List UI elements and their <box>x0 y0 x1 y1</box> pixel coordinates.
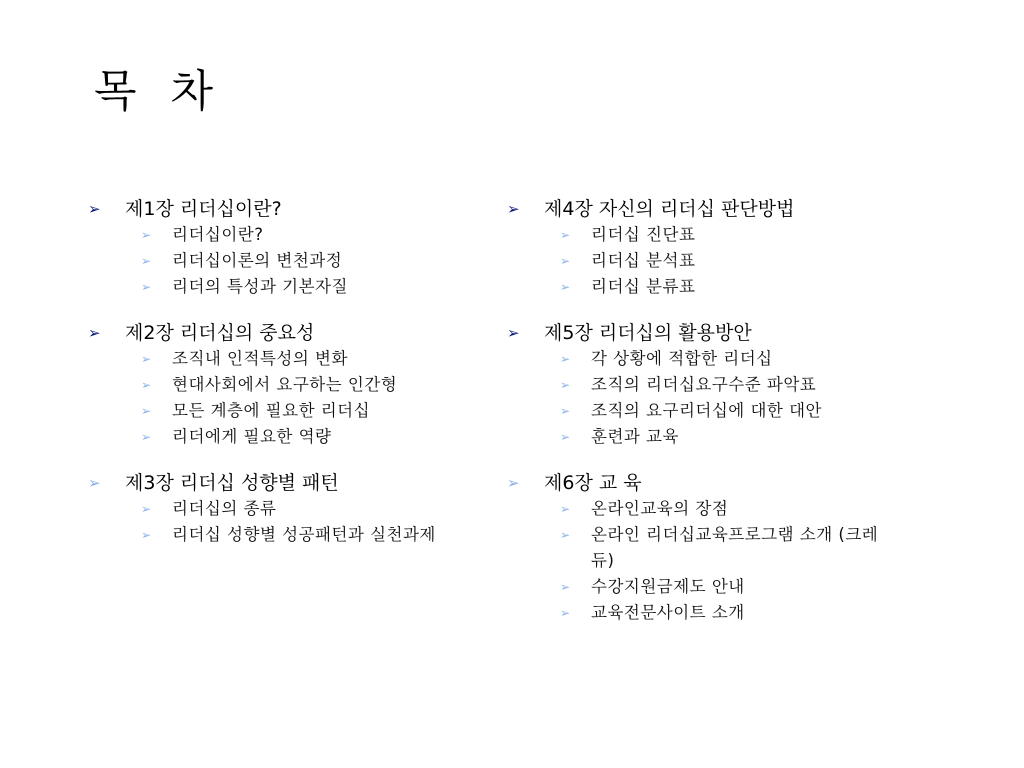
arrow-bullet-icon: ➢ <box>141 528 152 542</box>
list-item: ➢ 현대사회에서 요구하는 인간형 <box>141 372 568 398</box>
section-heading-text: 제1장 리더십이란? <box>125 198 282 220</box>
arrow-bullet-icon: ➢ <box>141 228 152 242</box>
toc-section-6 <box>507 470 987 626</box>
arrow-bullet-icon: ➢ <box>141 404 152 418</box>
arrow-bullet-icon: ➢ <box>560 606 571 620</box>
section-heading <box>88 470 568 496</box>
arrow-bullet-icon: ➢ <box>88 200 101 218</box>
arrow-bullet-icon: ➢ <box>560 254 571 268</box>
section-items <box>507 346 987 450</box>
list-item: ➢ 리더십 진단표 <box>560 222 987 248</box>
list-item: ➢ 조직내 인적특성의 변화 <box>141 346 568 372</box>
arrow-bullet-icon: ➢ <box>560 228 571 242</box>
toc-section-5 <box>507 320 987 450</box>
arrow-bullet-icon: ➢ <box>560 430 571 444</box>
toc-left-column <box>88 196 568 548</box>
list-item: ➢ 리더십 성향별 성공패턴과 실천과제 <box>141 522 568 548</box>
arrow-bullet-icon: ➢ <box>507 200 520 218</box>
toc-section-4 <box>507 196 987 300</box>
arrow-bullet-icon: ➢ <box>560 528 571 542</box>
arrow-bullet-icon: ➢ <box>560 502 571 516</box>
section-heading-text: 제3장 리더십 성향별 패턴 <box>125 472 339 494</box>
list-item: ➢ 훈련과 교육 <box>560 424 987 450</box>
section-heading <box>88 196 568 222</box>
list-item: ➢ 온라인 리더십교육프로그램 소개 (크레듀) <box>560 522 987 574</box>
arrow-bullet-icon: ➢ <box>88 324 101 342</box>
list-item: ➢ 리더십이란? <box>141 222 568 248</box>
toc-section-1 <box>88 196 568 300</box>
section-heading <box>507 320 987 346</box>
toc-section-2 <box>88 320 568 450</box>
arrow-bullet-icon: ➢ <box>141 378 152 392</box>
list-item: ➢ 리더십 분석표 <box>560 248 987 274</box>
section-heading-text: 제6장 교 육 <box>544 472 642 494</box>
arrow-bullet-icon: ➢ <box>141 352 152 366</box>
arrow-bullet-icon: ➢ <box>560 378 571 392</box>
arrow-bullet-icon: ➢ <box>141 430 152 444</box>
section-heading <box>507 196 987 222</box>
arrow-bullet-icon: ➢ <box>141 280 152 294</box>
section-items <box>88 346 568 450</box>
toc-right-column <box>507 196 987 626</box>
section-heading-text: 제4장 자신의 리더십 판단방법 <box>544 198 795 220</box>
arrow-bullet-icon: ➢ <box>141 502 152 516</box>
list-item: ➢ 리더십이론의 변천과정 <box>141 248 568 274</box>
list-item: ➢ 리더십 분류표 <box>560 274 987 300</box>
list-item: ➢ 리더에게 필요한 역량 <box>141 424 568 450</box>
arrow-bullet-icon: ➢ <box>560 580 571 594</box>
list-item: ➢ 교육전문사이트 소개 <box>560 600 987 626</box>
list-item: ➢ 리더의 특성과 기본자질 <box>141 274 568 300</box>
list-item: ➢ 각 상황에 적합한 리더십 <box>560 346 987 372</box>
list-item: ➢ 조직의 리더십요구수준 파악표 <box>560 372 987 398</box>
list-item: ➢ 온라인교육의 장점 <box>560 496 987 522</box>
section-items <box>507 222 987 300</box>
toc-section-3 <box>88 470 568 548</box>
section-items <box>88 222 568 300</box>
page-title: 목 차 <box>94 66 223 117</box>
list-item: ➢ 모든 계층에 필요한 리더십 <box>141 398 568 424</box>
arrow-bullet-icon: ➢ <box>507 324 520 342</box>
arrow-bullet-icon: ➢ <box>560 280 571 294</box>
arrow-bullet-icon: ➢ <box>560 352 571 366</box>
arrow-bullet-icon: ➢ <box>88 474 101 492</box>
section-heading <box>88 320 568 346</box>
section-heading-text: 제5장 리더십의 활용방안 <box>544 322 752 344</box>
arrow-bullet-icon: ➢ <box>560 404 571 418</box>
section-heading <box>507 470 987 496</box>
arrow-bullet-icon: ➢ <box>141 254 152 268</box>
section-heading-text: 제2장 리더십의 중요성 <box>125 322 315 344</box>
list-item: ➢ 수강지원금제도 안내 <box>560 574 987 600</box>
list-item: ➢ 리더십의 종류 <box>141 496 568 522</box>
section-items <box>88 496 568 548</box>
arrow-bullet-icon: ➢ <box>507 474 520 492</box>
section-items <box>507 496 987 626</box>
list-item: ➢ 조직의 요구리더십에 대한 대안 <box>560 398 987 424</box>
